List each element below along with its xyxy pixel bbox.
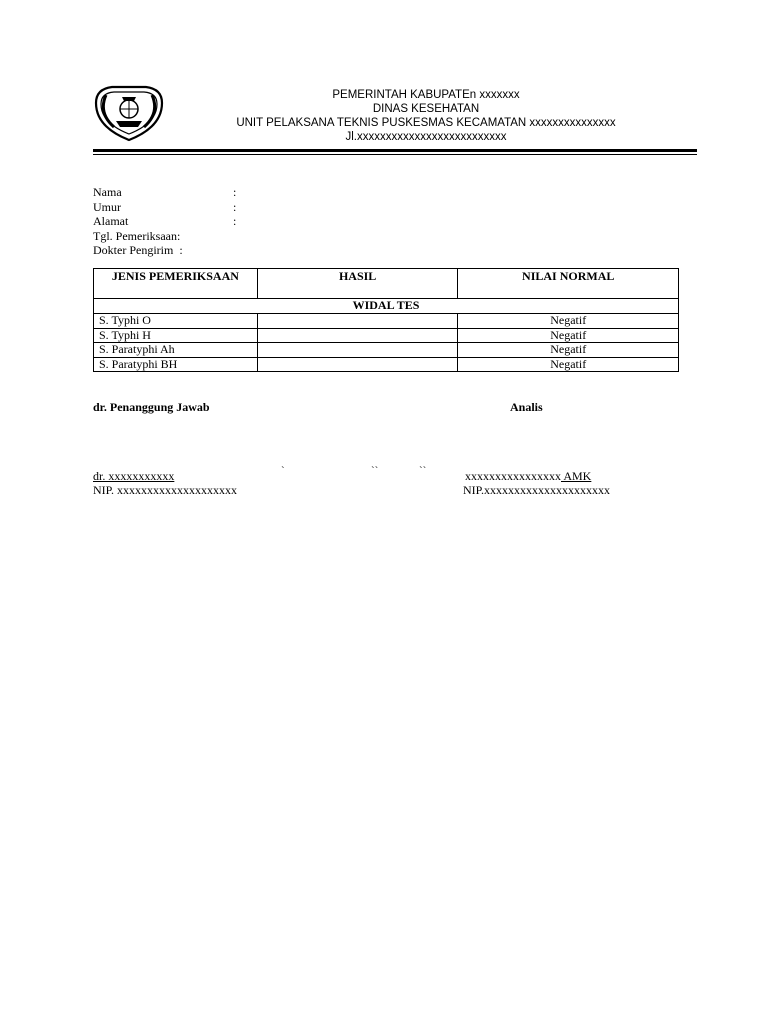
nip-doctor: NIP. xxxxxxxxxxxxxxxxxxxx (93, 483, 238, 497)
field-colon: : (176, 228, 181, 243)
cell-normal: Negatif (458, 314, 679, 329)
cell-normal: Negatif (458, 357, 679, 372)
signature-title-doctor: dr. Penanggung Jawab (93, 400, 210, 414)
table-row (94, 314, 679, 329)
field-nama (93, 185, 237, 200)
header-nilai-normal: NILAI NORMAL (458, 269, 679, 299)
nip-analyst: NIP.xxxxxxxxxxxxxxxxxxxxx (463, 483, 611, 497)
header-rule-thick (93, 149, 697, 152)
field-label: Alamat (93, 214, 129, 228)
field-label: Dokter Pengirim (93, 243, 174, 257)
analyst-degree: AMK (561, 469, 592, 483)
section-widal: WIDAL TES (94, 299, 679, 314)
signature-name-analyst (465, 469, 591, 484)
table-row (94, 328, 679, 343)
analyst-name: xxxxxxxxxxxxxxxx (465, 469, 561, 483)
cell-jenis: S. Typhi O (94, 314, 258, 329)
field-label: Umur (93, 199, 121, 214)
cell-hasil (257, 314, 458, 329)
section-row (94, 299, 679, 314)
table-row (94, 357, 679, 372)
header-hasil: HASIL (257, 269, 458, 299)
field-umur (93, 199, 237, 215)
cell-hasil (257, 328, 458, 343)
field-colon: : (233, 199, 237, 214)
header-jenis: JENIS PEMERIKSAAN (94, 269, 258, 299)
cell-hasil (257, 357, 458, 372)
header-address: Jl.xxxxxxxxxxxxxxxxxxxxxxxxxx (345, 131, 507, 143)
field-colon: : (179, 243, 183, 257)
signature-name-doctor: dr. xxxxxxxxxxx (93, 469, 175, 483)
field-label: Tgl. Pemeriksaan (93, 228, 177, 243)
table-row (94, 343, 679, 358)
header-government: PEMERINTAH KABUPATEn xxxxxxx (332, 89, 520, 101)
results-table (93, 268, 679, 372)
table-header-row (94, 269, 679, 299)
field-colon: : (233, 185, 237, 199)
cell-hasil (257, 343, 458, 358)
cell-normal: Negatif (458, 343, 679, 358)
field-colon: : (233, 214, 237, 228)
cell-jenis: S. Typhi H (94, 328, 258, 343)
field-alamat (93, 214, 237, 229)
field-label: Nama (93, 185, 122, 199)
header-unit: UNIT PELAKSANA TEKNIS PUSKESMAS KECAMATAN xxxxxxxxxxxxxxx (236, 117, 616, 129)
field-tgl-pemeriksaan (93, 229, 183, 244)
signature-title-analyst: Analis (510, 400, 543, 414)
header-department: DINAS KESEHATAN (372, 103, 480, 115)
patient-fields (93, 185, 237, 258)
cell-jenis: S. Paratyphi Ah (94, 343, 258, 358)
header-rule-thin (93, 154, 697, 155)
stray-mark: ` (281, 465, 285, 477)
field-dokter-pengirim (93, 243, 183, 258)
stray-mark: `` (419, 465, 427, 477)
cell-normal: Negatif (458, 328, 679, 343)
cell-jenis: S. Paratyphi BH (94, 357, 258, 372)
stray-mark: `` (371, 465, 379, 477)
